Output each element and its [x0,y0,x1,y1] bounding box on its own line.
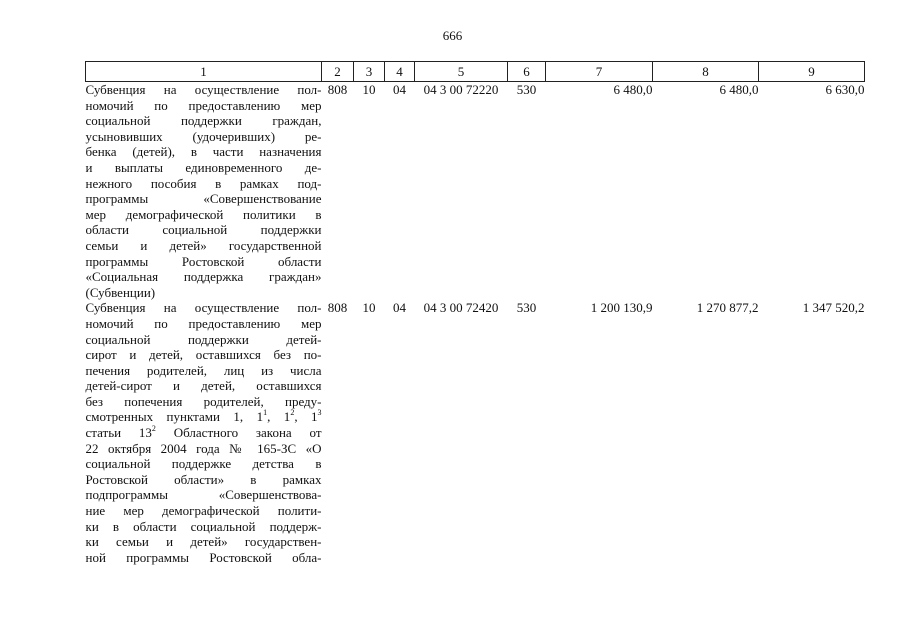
cell-amount-7: 6 480,0 [613,82,653,97]
desc-line: бенка (детей), в части назначения [85,144,322,160]
desc-line: и выплаты единовременного де- [85,159,322,175]
desc-line: номочий по предоставлению мер [85,315,322,331]
col-header-8: 8 [653,62,759,82]
desc-text: статьи 13 [85,425,152,441]
row-description [86,300,322,565]
desc-line: Субвенция на осуществление пол- [85,300,322,316]
desc-line: мер демографической политики в [85,206,322,222]
desc-line: Ростовской области» в рамках [85,471,322,487]
cell-amount-8: 1 270 877,2 [696,300,759,316]
cell-section: 10 [362,300,376,316]
cell-amount-7: 1 200 130,9 [590,300,653,316]
desc-line: смотренных пунктами 1, $1^1$, $1^2$, $1^3$ [85,408,322,425]
desc-line: без попечения родителей, преду- [85,393,322,409]
desc-line: усыновивших (удочеривших) ре- [85,128,322,144]
desc-line: программы Ростовской области [85,253,322,269]
cell-target-article: 04 3 00 72420 [423,300,499,316]
cell-subsection: 04 [393,300,406,316]
desc-line: 22 октября 2004 года № 165-ЗС «О [85,440,322,456]
col-header-4: 4 [385,62,415,82]
col-header-6: 6 [508,62,546,82]
superscript: 2 [290,408,295,418]
desc-line: Субвенция на осуществление пол- [85,82,322,97]
cell-section: 10 [362,82,376,97]
superscript: 3 [317,408,322,418]
header-row [86,62,865,82]
budget-table [85,61,865,565]
cell-subsection: 04 [393,82,406,97]
desc-line: ной программы Ростовской обла- [85,549,322,565]
desc-line: печения родителей, лиц из числа [85,362,322,378]
desc-line: ки семьи и детей» государствен- [85,534,322,550]
desc-line: программы «Совершенствование [85,191,322,207]
cell-amount-9: 1 347 520,2 [802,300,865,316]
desc-line: ние мер демографической полити- [85,503,322,519]
superscript: 1 [263,408,268,418]
row-description [86,82,322,301]
desc-text: Областного закона от [173,425,322,441]
desc-line: социальной поддержки детей- [85,331,322,347]
page-number: 666 [442,28,463,43]
desc-line: (Субвенции) [85,284,156,300]
col-header-3: 3 [354,62,385,82]
cell-expense-type: 530 [516,300,537,316]
desc-line: нежного пособия в рамках под- [85,175,322,191]
table-row [86,82,865,301]
desc-text: смотренных пунктами 1, [85,409,244,425]
superscript: 2 [151,424,156,434]
desc-line: номочий по предоставлению мер [85,97,322,113]
desc-line: семьи и детей» государственной [85,237,322,253]
desc-line: социальной поддержки граждан, [85,113,322,129]
cell-amount-8: 6 480,0 [719,82,759,97]
desc-line: «Социальная поддержка граждан» [85,269,322,285]
cell-ministry: 808 [327,82,348,97]
desc-line: области социальной поддержки [85,222,322,238]
cell-ministry: 808 [327,300,348,316]
desc-line: сирот и детей, оставшихся без по- [85,347,322,363]
table-row [86,300,865,565]
desc-line [86,425,322,441]
desc-line: подпрограммы «Совершенствова- [85,487,322,503]
cell-expense-type: 530 [516,82,537,97]
col-header-1: 1 [86,62,322,82]
col-header-2: 2 [322,62,354,82]
cell-amount-9: 6 630,0 [825,82,865,97]
col-header-9: 9 [759,62,865,82]
cell-target-article: 04 3 00 72220 [423,82,499,97]
col-header-5: 5 [415,62,508,82]
col-header-7: 7 [546,62,653,82]
desc-line: социальной поддержке детства в [85,456,322,472]
desc-line: детей-сирот и детей, оставшихся [85,378,322,394]
desc-line: ки в области социальной поддерж- [85,518,322,534]
